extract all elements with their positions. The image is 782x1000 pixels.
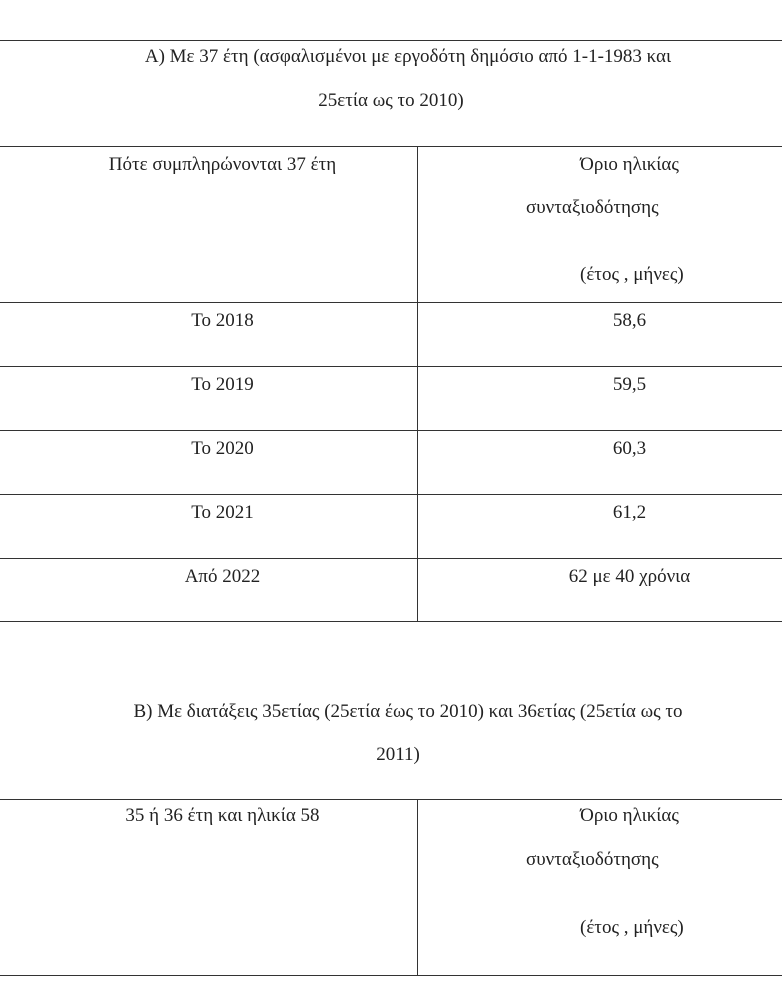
section-a-row-border <box>0 366 782 367</box>
section-a-row-limit: 59,5 <box>612 374 647 395</box>
section-a-row-when: Το 2020 <box>191 438 254 459</box>
section-b-table-bottom-border <box>0 975 782 976</box>
section-b-header-right-line-2: συνταξιοδότησης <box>526 849 659 870</box>
section-a-row-when: Από 2022 <box>184 566 261 587</box>
section-a-row-border <box>0 494 782 495</box>
section-b-column-divider <box>417 799 418 975</box>
section-a-table-top-border <box>0 40 782 41</box>
section-a-caption-line-1: Α) Με 37 έτη (ασφαλισμένοι με εργοδότη δημόσιο από 1-1-1983 και <box>144 46 672 67</box>
section-a-header-right-line-1: Όριο ηλικίας <box>580 154 679 175</box>
section-a-row-border <box>0 302 782 303</box>
section-a-row-limit: 62 με 40 χρόνια <box>568 566 691 587</box>
section-a-row-border <box>0 558 782 559</box>
section-a-header-right-line-3: (έτος , μήνες) <box>580 264 684 285</box>
section-b-caption-line-1: Β) Με διατάξεις 35ετίας (25ετία έως το 2010) και 36ετίας (25ετία ως το <box>133 701 683 722</box>
section-a-row-border <box>0 430 782 431</box>
section-a-row-limit: 58,6 <box>612 310 647 331</box>
section-a-caption-line-2: 25ετία ως το 2010) <box>318 90 464 111</box>
section-b-header-right-line-3: (έτος , μήνες) <box>580 917 684 938</box>
section-a-header-top-border <box>0 146 782 147</box>
section-b-header-right-line-1: Όριο ηλικίας <box>580 805 679 826</box>
section-a-header-right-line-2: συνταξιοδότησης <box>526 197 659 218</box>
section-b-caption-line-2: 2011) <box>376 744 420 765</box>
section-b-header-top-border <box>0 799 782 800</box>
section-a-row-limit: 61,2 <box>612 502 647 523</box>
section-a-header-left: Πότε συμπληρώνονται 37 έτη <box>108 154 337 175</box>
section-a-row-when: Το 2019 <box>191 374 254 395</box>
section-b-header-left: 35 ή 36 έτη και ηλικία 58 <box>125 805 320 826</box>
section-a-row-limit: 60,3 <box>612 438 647 459</box>
section-a-table-bottom-border <box>0 621 782 622</box>
section-a-row-when: Το 2018 <box>191 310 254 331</box>
section-a-row-when: Το 2021 <box>191 502 254 523</box>
